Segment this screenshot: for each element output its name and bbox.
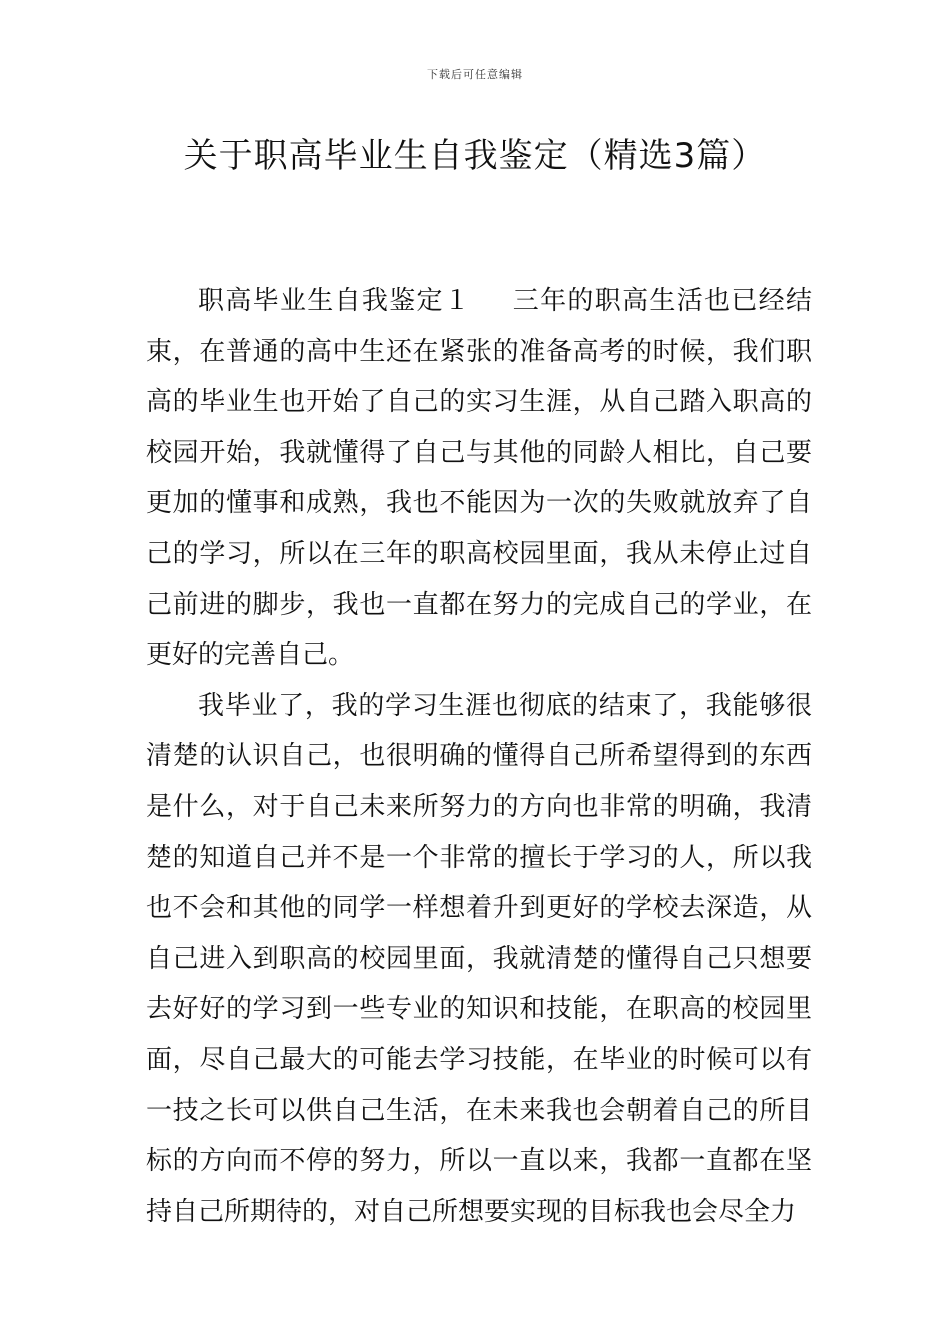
document-title: 关于职高毕业生自我鉴定（精选3篇） — [183, 136, 767, 176]
paragraph-1 — [146, 276, 812, 681]
section-heading: 职高毕业生自我鉴定１ — [198, 286, 472, 316]
paragraph-1-text: 三年的职高生活也已经结束，在普通的高中生还在紧张的准备高考的时候，我们职高的毕业生也开始了自己的实习生涯，从自己踏入职高的校园开始，我就懂得了自己与其他的同龄人相比，自己要更加的懂事和成熟，我也不能因为一次的失败就放弃了自己的学习，所以在三年的职高校园里面，我从未停止过自己前进的脚步，我也一直都在努力的完成自己的学业，在更好的完善自己。 — [146, 286, 812, 671]
page-header-note: 下载后可任意编辑 — [427, 68, 523, 81]
paragraph-2: 我毕业了，我的学习生涯也彻底的结束了，我能够很清楚的认识自己，也很明确的懂得自己所希望得到的东西是什么，对于自己未来所努力的方向也非常的明确，我清楚的知道自己并不是一个非常的擅长于学习的人，所以我也不会和其他的同学一样想着升到更好的学校去深造，从自己进入到职高的校园里面，我就清楚的懂得自己只想要去好好的学习到一些专业的知识和技能，在职高的校园里面，尽自己最大的可能去学习技能，在毕业的时候可以有一技之长可以供自己生活，在未来我也会朝着自己的所目标的方向而不停的努力，所以一直以来，我都一直都在坚持自己所期待的，对自己所想要实现的目标我也会尽全力 — [146, 690, 812, 1227]
document-body — [146, 276, 812, 1237]
